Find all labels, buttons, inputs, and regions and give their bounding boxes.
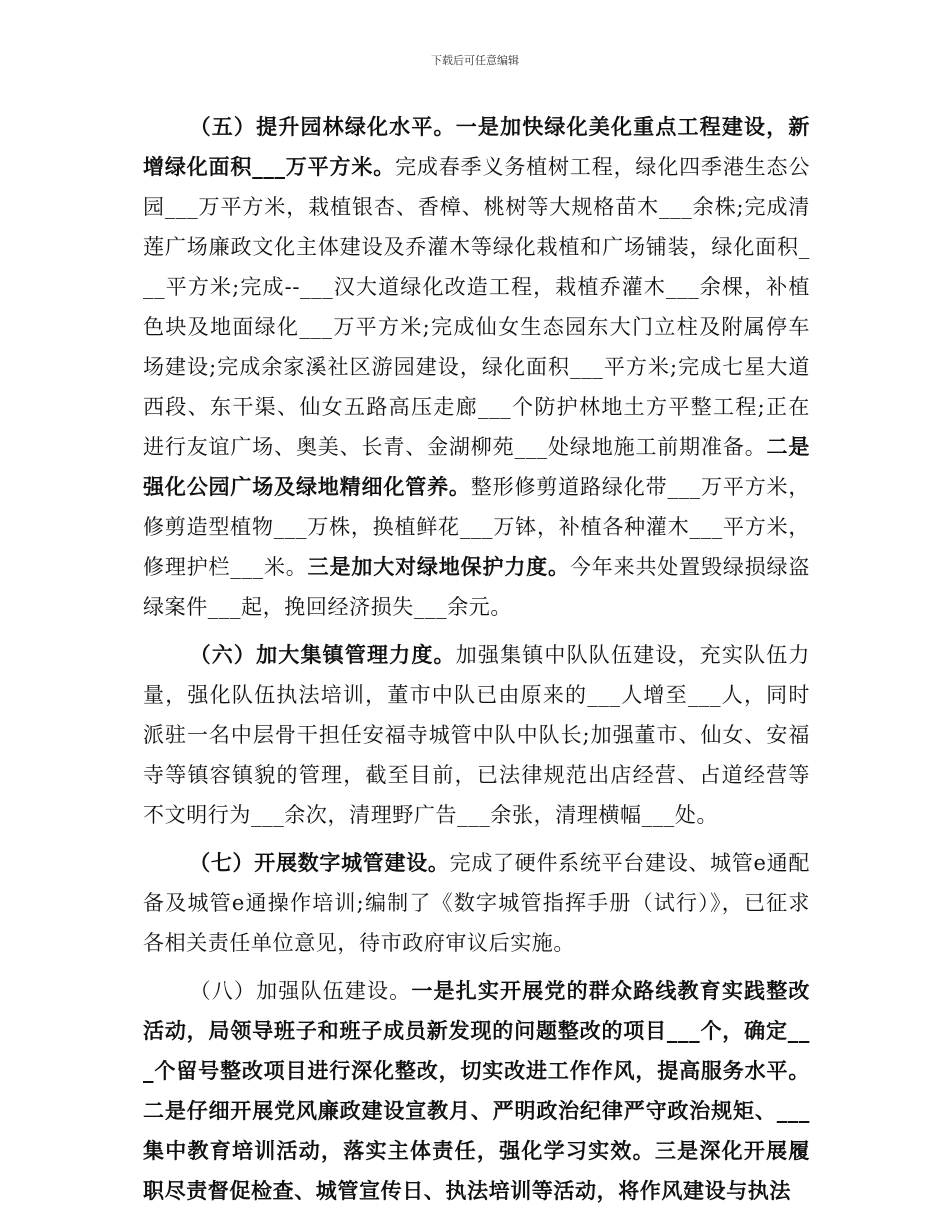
text-run: （八）加强队伍建设。 xyxy=(189,979,412,1003)
paragraph-5 xyxy=(143,107,810,627)
text-run: 完成春季义务植树工程，绿化四季港生态公园___万平方米，栽植银杏、香樟、桃树等大规格苗木___余株;完成清莲广场廉政文化主体建设及乔灌木等绿化栽植和广场铺装，绿化面积___平方米;完成--___汉大道绿化改造工程，栽植乔灌木___余棵，补植色块及地面绿化___万平方米;完成仙女生态园东大门立柱及附属停车场建设;完成余家溪社区游园建设，绿化面积___平方米;完成七星大道西段、东干渠、仙女五路高压走廊___个防护林地土方平整工程;正在进行友谊广场、奥美、长青、金湖柳苑___处绿地施工前期准备。 xyxy=(143,155,810,459)
text-run: 整形修剪道路绿化带___万平方米，修剪造型植物___万株，换植鲜花___万钵，补植各种灌木___平方米，修理护栏___米。 xyxy=(143,475,811,579)
document-body xyxy=(143,107,810,1211)
text-run: 二是强化公园广场及绿地精细化管养。 xyxy=(143,434,810,499)
paragraph-8 xyxy=(143,971,810,1211)
page-header: 下载后可任意编辑 xyxy=(431,54,519,67)
text-run: （六）加大集镇管理力度。 xyxy=(189,642,456,667)
text-run: （七）开展数字城管建设。 xyxy=(189,850,450,875)
text-run: 加强集镇中队队伍建设，充实队伍力量，强化队伍执法培训，董市中队已由原来的___人增至___人，同时派驻一名中层骨干担任安福寺城管中队中队长;加强董市、仙女、安福寺等镇容镇貌的管理，截至目前，已法律规范出店经营、占道经营等不文明行为___余次，清理野广告___余张，清理横幅___处。 xyxy=(143,643,810,827)
paragraph-7 xyxy=(143,843,810,963)
text-run: 三是深化开展履职尽责督促检查、城管宣传日、执法培训等活动，将作风建设与执法 xyxy=(143,1138,810,1203)
text-run: （五）提升园林绿化水平。一是加快绿化美化重点工程建设，新增绿化面积___万平方米。 xyxy=(143,114,810,179)
text-run: 今年来共处置毁绿损绿盗绿案件___起，挽回经济损失___余元。 xyxy=(143,555,811,619)
text-run: 完成了硬件系统平台建设、城管e通配备及城管e通操作培训;编制了《数字城管指挥手册（试行）》，已征求各相关责任单位意见，待市政府审议后实施。 xyxy=(143,851,810,955)
paragraph-6 xyxy=(143,635,810,835)
text-run: 三是加大对绿地保护力度。 xyxy=(307,554,570,579)
text-run: 一是扎实开展党的群众路线教育实践整改活动，局领导班子和班子成员新发现的问题整改的项目___个，确定___个留号整改项目进行深化整改，切实改进工作作风，提高服务水平。二是仔细开展党风廉政建设宣教月、严明政治纪律严守政治规矩、___集中教育培训活动，落实主体责任，强化学习实效。 xyxy=(143,978,810,1163)
